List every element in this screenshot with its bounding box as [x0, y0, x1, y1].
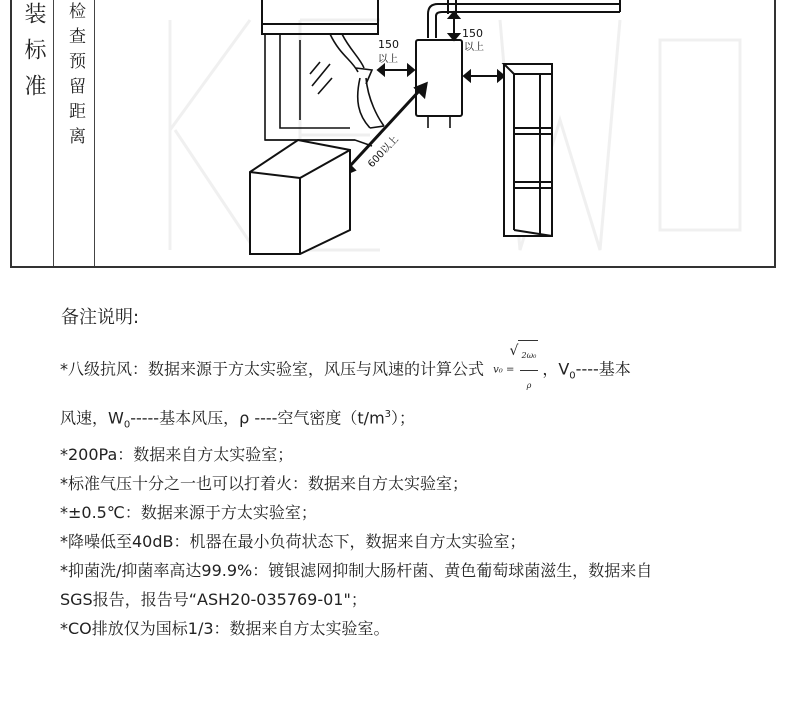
note-wind-mid-sub: 0 [569, 370, 576, 382]
note-wind-mid-tail: ----基本 [575, 359, 631, 379]
shelving-unit [504, 64, 552, 236]
curtain [330, 34, 384, 128]
dim-top-value: 150 [462, 27, 483, 40]
category-label: 装标准 [21, 2, 46, 110]
note-wind-line2-sub: 0 [123, 419, 131, 431]
dim-front-value: 600以上 [366, 133, 401, 171]
note-line: *标准气压十分之一也可以打着火：数据来自方太实验室； [60, 473, 469, 493]
note-wind-prefix: *八级抗风：数据来源于方太实验室，风压与风速的计算公式 [60, 359, 485, 379]
formula-fraction [520, 341, 539, 400]
right-clearance-arrow [464, 71, 504, 81]
window [265, 34, 372, 146]
dim-side-unit: 以上 [378, 54, 398, 65]
note-wind-line2 [60, 400, 750, 440]
note-line: *±0.5℃：数据来源于方太实验室； [60, 502, 317, 522]
note-line: *200Pa：数据来自方太实验室； [60, 444, 294, 464]
notes-list [60, 340, 750, 643]
note-wind-line2-a: 风速，W [60, 408, 124, 428]
note-wind-line2-c: ）； [391, 408, 416, 428]
notes-title: 备注说明: [61, 307, 140, 328]
note-wind-line2-b: -----基本风压，ρ ----空气密度（t/m [130, 408, 385, 428]
counter-box [250, 140, 350, 254]
formula-numerator: √ 2ω₀ [520, 341, 539, 371]
front-clearance-arrow [340, 84, 426, 176]
installation-diagram [0, 0, 790, 270]
note-wind-line2-sup: 3 [384, 409, 392, 420]
formula-lhs: v₀ = [493, 364, 515, 376]
top-clearance-arrow [449, 12, 459, 40]
wind-formula [493, 340, 538, 400]
formula-sqrt [518, 340, 539, 400]
item-label: 检查预留距离 [65, 2, 85, 152]
dim-side-value: 150 [378, 38, 399, 51]
note-line: SGS报告，报告号“ASH20-035769-01"； [60, 589, 367, 609]
dim-top-unit: 以上 [464, 42, 484, 53]
note-wind-line1 [60, 340, 750, 400]
formula-denominator: ρ [526, 381, 532, 390]
water-heater [416, 40, 462, 116]
wall-cabinet [262, 0, 378, 34]
note-line: *CO排放仅为国标1/3：数据来自方太实验室。 [60, 618, 390, 638]
note-line: *降噪低至40dB：机器在最小负荷状态下，数据来自方太实验室； [60, 531, 526, 551]
note-wind-mid: ，V [542, 359, 570, 379]
note-line: *抑菌洗/抑菌率高达99.9%：镀银滤网抑制大肠杆菌、黄色葡萄球菌滋生，数据来自 [60, 560, 653, 580]
left-clearance-arrow [378, 65, 414, 75]
